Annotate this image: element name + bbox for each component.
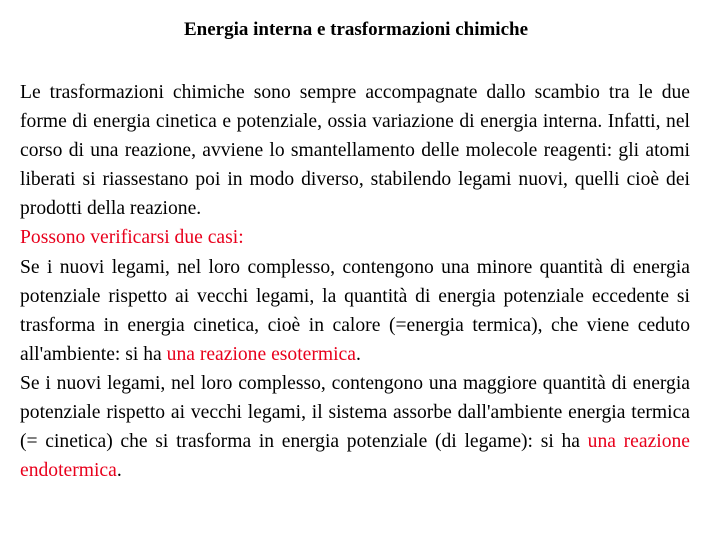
case-endothermic-end: . — [116, 460, 122, 482]
case-exothermic-paragraph — [20, 253, 690, 369]
endothermic-highlight: una reazione endotermica — [20, 431, 690, 482]
case-endothermic-paragraph — [20, 369, 690, 485]
cases-heading: Possono verificarsi due casi: — [20, 227, 244, 249]
intro-paragraph: Le trasformazioni chimiche sono sempre accompagnate dallo scambio tra le due forme di energia cinetica e potenziale, ossia variazione di energia interna. Infatti, nel corso di una reazione, avviene lo smantellamento delle molecole reagenti: gli atomi liberati si riassestano poi in modo diverso, stabilendo legami nuovi, quelli cioè dei prodotti della reazione. — [20, 82, 690, 220]
case-endothermic-text: Se i nuovi legami, nel loro complesso, contengono una maggiore quantità di energia potenziale rispetto ai vecchi legami, il sistema assorbe dall'ambiente energia termica (= cinetica) che si trasforma in energia potenziale (di legame): si ha — [20, 372, 690, 453]
case-exothermic-text: Se i nuovi legami, nel loro complesso, contengono una minore quantità di energia potenziale rispetto ai vecchi legami, la quantità di energia potenziale eccedente si trasforma in energia cinetica, cioè in calore (=energia termica), che viene ceduto all'ambiente: si ha — [20, 256, 690, 365]
exothermic-highlight: una reazione esotermica — [166, 343, 356, 365]
slide-title: Energia interna e trasformazioni chimiche — [183, 19, 529, 40]
case-exothermic-end: . — [355, 343, 361, 365]
slide-body — [20, 78, 690, 485]
